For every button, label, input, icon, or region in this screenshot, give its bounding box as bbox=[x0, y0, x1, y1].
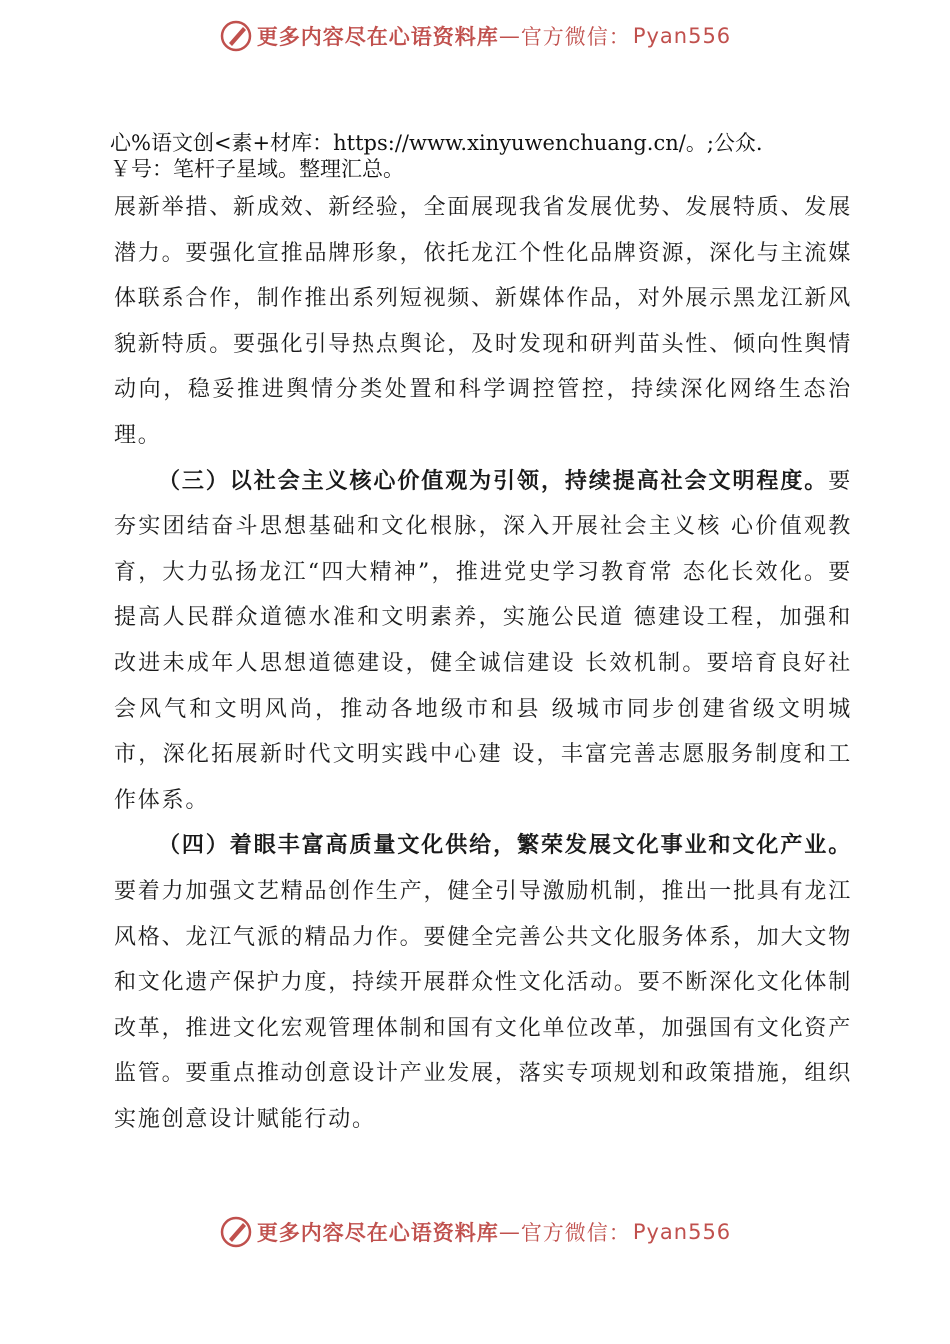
header-note-line-2: ￥号：笔杆子星域。整理汇总。 bbox=[110, 157, 404, 181]
watermark-wechat-id: Pyan556 bbox=[632, 1220, 732, 1244]
document-body bbox=[114, 185, 852, 1142]
watermark-wechat-id: Pyan556 bbox=[632, 24, 732, 48]
watermark-wechat-label: 官方微信： bbox=[520, 25, 631, 49]
pen-logo-icon bbox=[219, 19, 253, 53]
paragraph-text: 要着力加强文艺精品创作生产，健全引导激励机制，推出一批具有龙江风格、龙江气派的精品力作。要健全完善公共文化服务体系，加大文物和文化遗产保护力度，持续开展群众性文化活动。要不断深化文化体制改革，推进文化宏观管理体制和国有文化单位改革，加强国有文化资产监管。要重点推动创意设计产业发展，落实专项规划和政策措施，组织实施创意设计赋能行动。 bbox=[114, 878, 852, 1132]
section-heading-4: （四）着眼丰富高质量文化供给，繁荣发展文化事业和文化产业。 bbox=[158, 832, 852, 859]
paragraph-text: 要夯实团结奋斗思想基础和文化根脉，深入开展社会主义核 心价值观教育，大力弘扬龙江“四大精神”，推进党史学习教育常 态化长效化。要提高人民群众道德水准和文明素养，实施公民道 德建设工程，加强和改进未成年人思想道德建设，健全诚信建设 长效机制。要培育良好社会风气和文明风尚，推动各地级市和县 级城市同步创建省级文明城市，深化拓展新时代文明实践中心建 设，丰富完善志愿服务制度和工作体系。 bbox=[114, 468, 852, 813]
header-note bbox=[110, 130, 840, 182]
watermark-brand: 更多内容尽在心语资料库 bbox=[256, 25, 499, 49]
header-note-line-1: 心%语文创<素+材库：https://www.xinyuwenchuang.cn/。;公众. bbox=[110, 131, 763, 155]
paragraph-continuation bbox=[114, 185, 852, 459]
paragraph-section-3 bbox=[114, 459, 852, 824]
watermark-dash: — bbox=[498, 24, 521, 48]
watermark-banner-top bbox=[0, 18, 950, 54]
paragraph-section-4 bbox=[114, 823, 852, 1142]
pen-logo-icon bbox=[219, 1215, 253, 1249]
watermark-dash: — bbox=[498, 1220, 521, 1244]
paragraph-text: 展新举措、新成效、新经验，全面展现我省发展优势、发展特质、发展潜力。要强化宣推品牌形象，依托龙江个性化品牌资源，深化与主流媒体联系合作，制作推出系列短视频、新媒体作品，对外展示黑龙江新风貌新特质。要强化引导热点舆论，及时发现和研判苗头性、倾向性舆情动向，稳妥推进舆情分类处置和科学调控管控，持续深化网络生态治理。 bbox=[114, 195, 852, 448]
watermark-wechat-label: 官方微信： bbox=[520, 1221, 631, 1245]
watermark-brand: 更多内容尽在心语资料库 bbox=[256, 1221, 499, 1245]
watermark-banner-bottom bbox=[0, 1214, 950, 1250]
section-heading-3: （三）以社会主义核心价值观为引领，持续提高社会文明程度。 bbox=[158, 467, 829, 494]
